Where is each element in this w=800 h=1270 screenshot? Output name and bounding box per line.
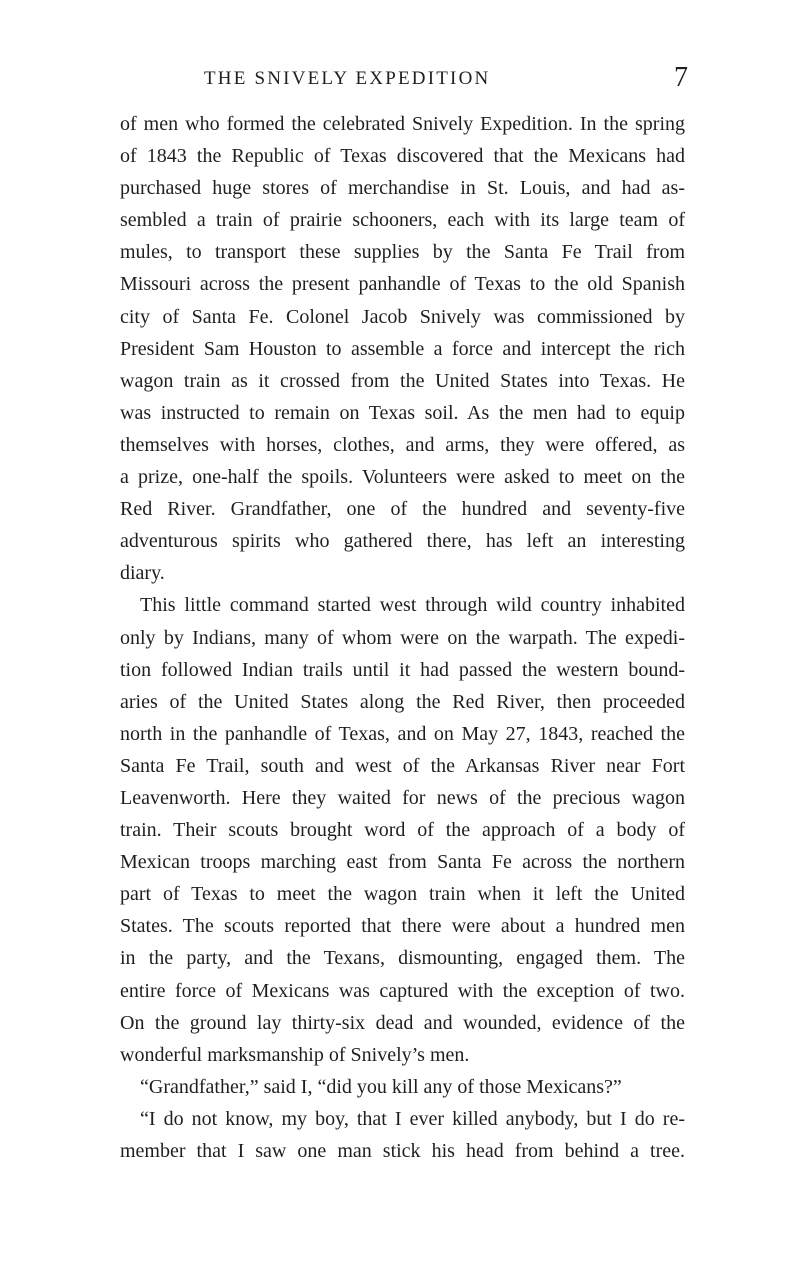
text-line: President Sam Houston to assemble a force and intercept the rich [120, 337, 685, 360]
text-line: Leavenworth. Here they waited for news of the precious wagon [120, 786, 685, 809]
text-line: member that I saw one man stick his head from behind a tree. [120, 1140, 685, 1162]
text-line: in the party, and the Texans, dismounting, engaged them. The [120, 947, 685, 970]
dialogue-line: “Grandfather,” said I, “did you kill any of those Mexicans?” [140, 1075, 622, 1098]
dialogue-line: “I do not know, my boy, that I ever killed anybody, but I do re- [140, 1107, 685, 1130]
text-line: of 1843 the Republic of Texas discovered that the Mexicans had [120, 145, 685, 168]
text-line: part of Texas to meet the wagon train when it left the United [120, 883, 685, 906]
text-line: Santa Fe Trail, south and west of the Arkansas River near Fort [120, 754, 685, 777]
text-line: a prize, one-half the spoils. Volunteers were asked to meet on the [120, 466, 685, 489]
text-line: Mexican troops marching east from Santa Fe across the northern [120, 851, 685, 874]
text-line: aries of the United States along the Red River, then proceeded [120, 690, 685, 713]
text-line: On the ground lay thirty-six dead and wounded, evidence of the [120, 1011, 685, 1034]
text-line: was instructed to remain on Texas soil. As the men had to equip [120, 401, 685, 424]
body-text [120, 108, 685, 1167]
text-line: purchased huge stores of merchandise in St. Louis, and had as- [120, 177, 685, 200]
running-head [118, 64, 688, 94]
paragraph-start-line: This little command started west through wild country inhabited [140, 594, 685, 617]
text-line: north in the panhandle of Texas, and on May 27, 1843, reached the [120, 722, 685, 745]
text-line: of men who formed the celebrated Snively Expedition. In the spring [120, 113, 685, 135]
text-line: sembled a train of prairie schooners, each with its large team of [120, 209, 685, 232]
text-line: mules, to transport these supplies by the Santa Fe Trail from [120, 241, 685, 264]
text-line: only by Indians, many of whom were on the warpath. The expedi- [120, 626, 685, 649]
text-line: wagon train as it crossed from the United States into Texas. He [120, 369, 685, 392]
page-number: 7 [674, 62, 688, 93]
text-line: Missouri across the present panhandle of Texas to the old Spanish [120, 273, 685, 296]
text-line: entire force of Mexicans was captured with the exception of two. [120, 979, 685, 1002]
text-line: train. Their scouts brought word of the approach of a body of [120, 819, 685, 842]
text-line: States. The scouts reported that there were about a hundred men [120, 915, 685, 938]
text-line: tion followed Indian trails until it had passed the western bound- [120, 658, 685, 681]
text-line: city of Santa Fe. Colonel Jacob Snively was commissioned by [120, 305, 685, 328]
text-line: themselves with horses, clothes, and arms, they were offered, as [120, 433, 685, 456]
text-line: adventurous spirits who gathered there, has left an interesting [120, 530, 685, 553]
running-title: THE SNIVELY EXPEDITION [204, 68, 491, 89]
paragraph-end-line: diary. [120, 562, 165, 585]
paragraph-end-line: wonderful marksmanship of Snively’s men. [120, 1043, 470, 1066]
text-line: Red River. Grandfather, one of the hundred and seventy-five [120, 498, 685, 521]
